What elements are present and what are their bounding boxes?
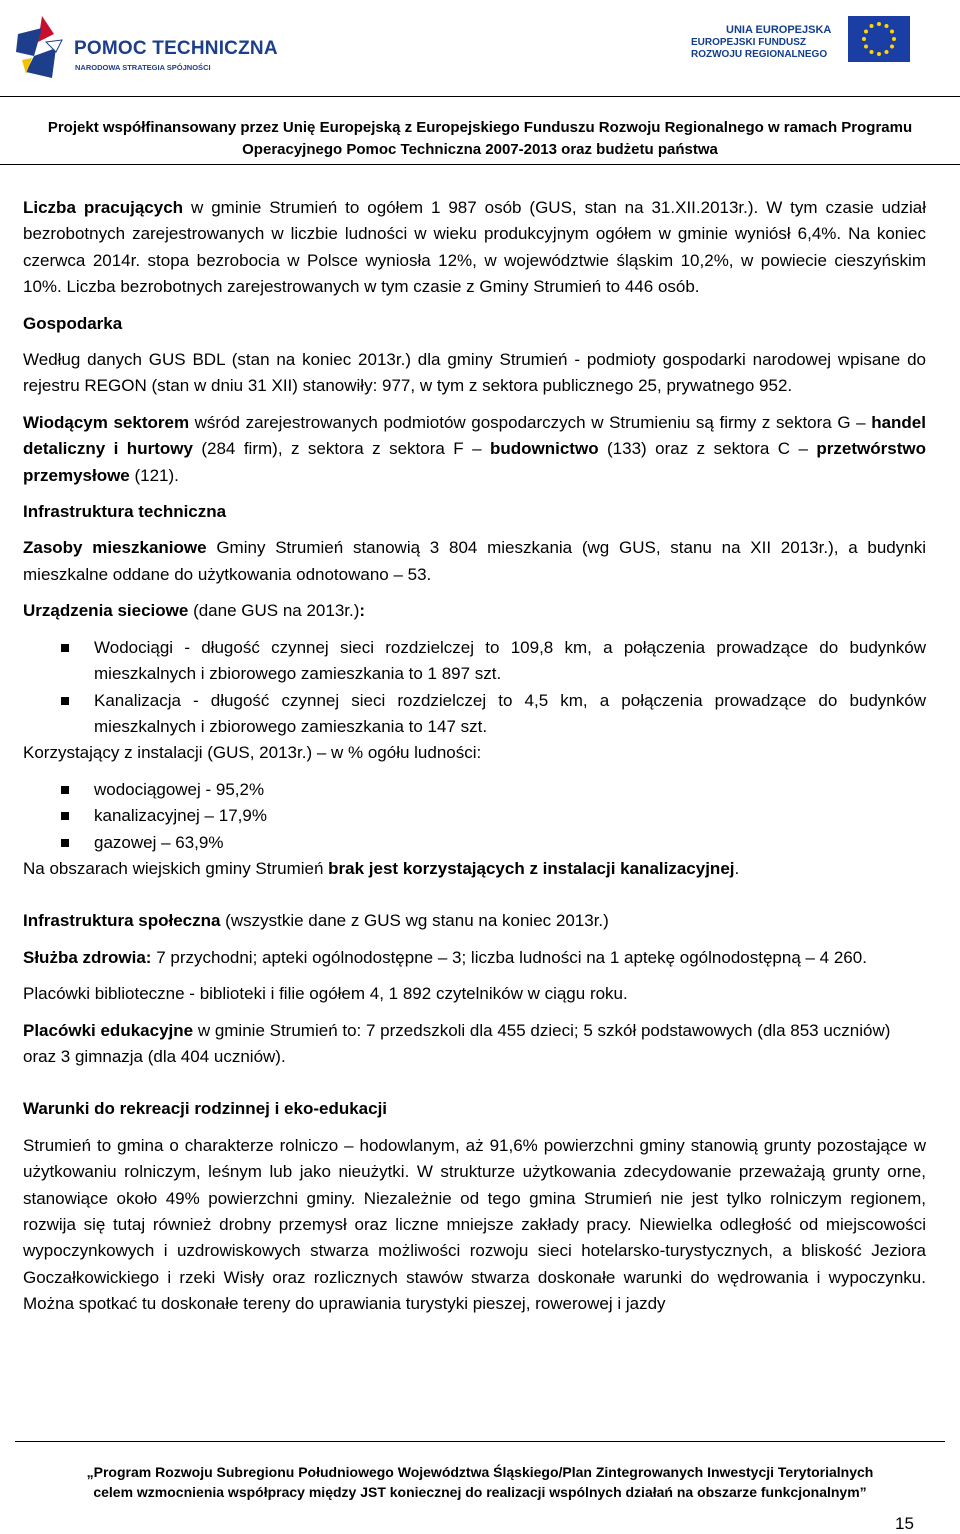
project-line-1: Projekt współfinansowany przez Unię Europejską z Europejskiego Funduszu Rozwoju Regionalnego w ramach Programu (47, 119, 913, 136)
network-colon: : (359, 601, 366, 621)
list-item-text: Wodociągi - długość czynnej sieci rozdzielczej to 109,8 km, a połączenia prowadzące do budynków mieszkalnych i zbiorowego zamieszkania to 1 897 szt. (94, 637, 926, 684)
paragraph-installations: Korzystający z instalacji (GUS, 2013r.) – w % ogółu ludności: (23, 743, 482, 763)
header-logos (0, 0, 960, 92)
sector-g-label: handel detaliczny i hurtowy (23, 412, 926, 459)
employment-label: Liczba pracujących (23, 198, 184, 217)
employment-text: w gminie Strumień to ogółem 1 987 osób (GUS, stan na 31.XII.2013r.). W tym czasie udział bezrobotnych zarejestrowanych w liczbie ludności w wieku produkcyjnym ogółem w gminie wyniósł 6,4%. Na koniec czerwca 2014r. stopa bezrobocia w Polsce wyniosła 12%, w województwie śląskim 10,2%, w powiecie cieszyńskim 10%. Liczba bezrobotnych zarejestrowanych w tym czasie z Gminy Strumień to 446 osób. (23, 198, 927, 297)
square-bullet-icon (61, 644, 69, 652)
pomoc-techniczna-subtitle: NARODOWA STRATEGIA SPÓJNOŚCI (75, 63, 211, 72)
project-line-2: Operacyjnego Pomoc Techniczna 2007-2013 oraz budżetu państwa (242, 141, 718, 158)
list-item-text: Kanalizacja - długość czynnej sieci rozdzielczej to 4,5 km, a połączenia prowadzące do budynków mieszkalnych i zbiorowego zamieszkania to 147 szt. (94, 690, 926, 736)
square-bullet-icon (61, 786, 69, 794)
eu-logo-line-3: ROZWOJU REGIONALNEGO (691, 49, 828, 60)
network-label: Urządzenia sieciowe (23, 601, 189, 621)
paragraph-rural-sewage (23, 856, 926, 882)
list-item (23, 688, 926, 741)
rural-sewage-text-1: Na obszarach wiejskich gminy Strumień (23, 858, 329, 878)
footer-line-1: „Program Rozwoju Subregionu Południowego Województwa Śląskiego/Plan Zintegrowanych Inwestycji Terytorialnych (86, 1464, 874, 1480)
eu-fund-logo (686, 12, 916, 72)
list-item-text: gazowej – 63,9% (94, 832, 224, 852)
footer-line-2: celem wzmocnienia współpracy między JST koniecznej do realizacji wspólnych działań na obszarze funkcjonalnym” (93, 1484, 867, 1500)
paragraph-leading-sector (23, 410, 926, 489)
education-label: Placówki edukacyjne (23, 1020, 194, 1040)
heading-warunki: Warunki do rekreacji rodzinnej i eko-edukacji (23, 1099, 388, 1119)
paragraph-network (23, 598, 926, 624)
list-item-text: wodociągowej - 95,2% (94, 779, 265, 799)
leading-sector-text-2: (284 firm), z sektora z sektora F – (192, 439, 490, 459)
paragraph-libraries: Placówki biblioteczne - biblioteki i filie ogółem 4, 1 892 czytelników w ciągu roku. (23, 984, 628, 1004)
square-bullet-icon (61, 697, 69, 705)
header-rule-top (0, 96, 960, 97)
eu-logo-line-2: EUROPEJSKI FUNDUSZ (691, 37, 807, 48)
network-list (23, 635, 926, 741)
social-infrastructure-label: Infrastruktura społeczna (23, 911, 221, 931)
eu-flag-icon (848, 16, 910, 62)
square-bullet-icon (61, 839, 69, 847)
leading-sector-text-1: wśród zarejestrowanych podmiotów gospodarczych w Strumieniu są firmy z sektora G – (189, 412, 872, 432)
health-label: Służba zdrowia: (23, 947, 152, 967)
paragraph-health (23, 945, 926, 971)
paragraph-housing (23, 535, 926, 588)
square-bullet-icon (61, 812, 69, 820)
heading-gospodarka: Gospodarka (23, 313, 123, 333)
header-rule-bottom (0, 164, 960, 165)
paragraph-social-infrastructure (23, 908, 926, 934)
list-item-text: kanalizacyjnej – 17,9% (94, 806, 267, 826)
leading-sector-text-3: (133) oraz z sektora C – (598, 439, 817, 459)
leading-sector-label: Wiodącym sektorem (23, 412, 190, 432)
paragraph-education (23, 1018, 926, 1071)
paragraph-employment (23, 195, 926, 301)
footer-rule (15, 1441, 945, 1442)
network-text: (dane GUS na 2013r.) (188, 601, 360, 621)
pomoc-techniczna-emblem-icon (12, 12, 70, 84)
list-item (23, 830, 926, 856)
leading-sector-text-4: (121). (129, 465, 179, 485)
page-number: 15 (895, 1514, 914, 1533)
list-item (23, 777, 926, 803)
heading-infrastruktura-techniczna: Infrastruktura techniczna (23, 502, 227, 522)
rural-sewage-text-2: . (734, 858, 740, 878)
paragraph-regon: Według danych GUS BDL (stan na koniec 2013r.) dla gminy Strumień - podmioty gospodarki narodowej wpisane do rejestru REGON (stan w dniu 31 XII) stanowiły: 977, w tym z sektora publicznego 25, prywatnego 952. (23, 350, 926, 396)
paragraph-recreation: Strumień to gmina o charakterze rolniczo – hodowlanym, aż 91,6% powierzchni gminy stanowią grunty pozostające w użytkowaniu rolniczym, leśnym lub jako nieużytki. W strukturze użytkowania zdecydowanie przeważają grunty orne, stanowiące około 49% powierzchni gminy. Niezależnie od tego gmina Strumień nie jest tylko rolniczym regionem, rozwija się tutaj również drobny przemysł oraz liczne mniejsze zakłady pracy. Niewielka odległość od miejscowości wypoczynkowych i uzdrowiskowych stwarza możliwości rozwoju sieci hotelarsko-turystycznych, a bliskość Jeziora Goczałkowickiego i rzeki Wisły oraz rozlicznych stawów stwarza doskonałe warunki do wędrowania i wypoczynku. Można spotkać tu doskonałe tereny do uprawiania turystyki pieszej, rowerowej i jazdy (23, 1135, 926, 1314)
sector-c-label: przetwórstwo przemysłowe (23, 439, 926, 485)
list-item (23, 803, 926, 829)
eu-logo-line-1: UNIA EUROPEJSKA (726, 24, 832, 36)
installations-list (23, 777, 926, 856)
social-infrastructure-text: (wszystkie dane z GUS wg stanu na koniec 2013r.) (220, 911, 609, 931)
list-item (23, 635, 926, 688)
health-text: 7 przychodni; apteki ogólnodostępne – 3; liczba ludności na 1 aptekę ogólnodostępną – 4 260. (151, 947, 867, 967)
sector-f-label: budownictwo (489, 439, 599, 459)
housing-text: Gminy Strumień stanowią 3 804 mieszkania (wg GUS, stanu na XII 2013r.), a budynki mieszkalne oddane do użytkowania odnotowano – 53. (23, 538, 926, 584)
education-text: w gminie Strumień to: 7 przedszkoli dla 455 dzieci; 5 szkół podstawowych (dla 853 uczniów) oraz 3 gimnazja (dla 404 uczniów). (23, 1020, 891, 1066)
document-body (23, 195, 926, 1318)
pomoc-techniczna-logo (12, 12, 278, 84)
housing-label: Zasoby mieszkaniowe (23, 538, 207, 558)
rural-sewage-bold: brak jest korzystających z instalacji kanalizacyjnej (328, 858, 735, 878)
pomoc-techniczna-name: POMOC TECHNICZNA (74, 38, 278, 59)
